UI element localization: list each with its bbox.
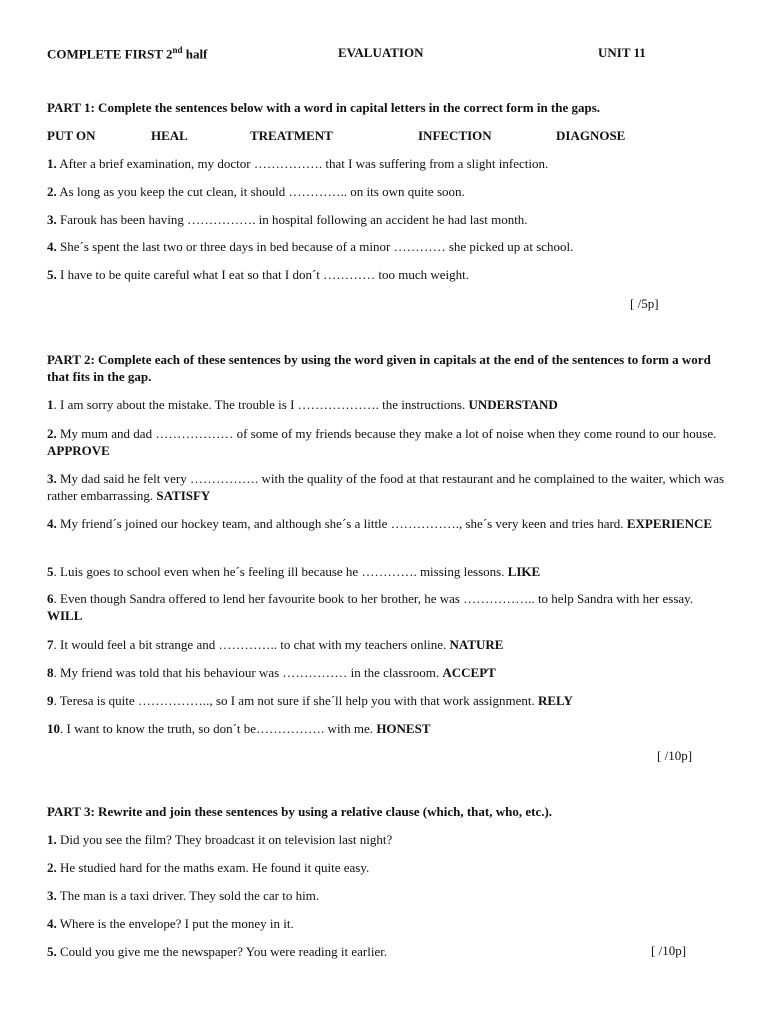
part2-heading: PART 2: Complete each of these sentences by using the word given in capitals at the end of the sentences to form a word that fits in the gap. — [47, 352, 711, 384]
part1-item-1: 1. After a brief examination, my doctor ……………. that I was suffering from a slight infection. — [47, 156, 549, 171]
word-diagnose: DIAGNOSE — [556, 128, 626, 143]
part3-item-3: 3. The man is a taxi driver. They sold the car to him. — [47, 888, 320, 903]
part2-score: [ /10p] — [657, 748, 693, 763]
part1-item-3: 3. Farouk has been having ……………. in hospital following an accident he had last month. — [47, 212, 528, 227]
part1-score: [ /5p] — [630, 296, 659, 311]
header-left: COMPLETE FIRST 2nd half — [47, 45, 208, 62]
part3-score: [ /10p] — [651, 943, 687, 958]
part2-item-2: 2. My mum and dad ……………… of some of my friends because they make a lot of noise when they come round to our house. APPROVE — [47, 426, 717, 458]
part2-item-3: 3. My dad said he felt very ……………. with the quality of the food at that restaurant and he complained to the waiter, which was rather embarrassing. SATISFY — [47, 471, 725, 503]
part1-item-5: 5. I have to be quite careful what I eat so that I don´t ………… too much weight. — [47, 267, 470, 282]
word-put-on: PUT ON — [47, 128, 96, 143]
part2-item-6: 6. Even though Sandra offered to lend her favourite book to her brother, he was …………….. to help Sandra with her essay. WILL — [47, 591, 694, 623]
part3-item-4: 4. Where is the envelope? I put the money in it. — [47, 916, 294, 931]
part1-item-4: 4. She´s spent the last two or three days in bed because of a minor ………… she picked up at school. — [47, 239, 574, 254]
part3-item-1: 1. Did you see the film? They broadcast it on television last night? — [47, 832, 393, 847]
word-infection: INFECTION — [418, 128, 492, 143]
header-right: UNIT 11 — [598, 45, 646, 60]
part2-item-10: 10. I want to know the truth, so don´t be……………. with me. HONEST — [47, 721, 431, 736]
part1-item-2: 2. As long as you keep the cut clean, it should ………….. on its own quite soon. — [47, 184, 465, 199]
header-center: EVALUATION — [338, 45, 424, 60]
part2-item-5: 5. Luis goes to school even when he´s feeling ill because he …………. missing lessons. LIKE — [47, 564, 541, 579]
part1-heading: PART 1: Complete the sentences below with a word in capital letters in the correct form in the gaps. — [47, 100, 601, 115]
part3-heading: PART 3: Rewrite and join these sentences by using a relative clause (which, that, who, etc.). — [47, 804, 553, 819]
part2-item-9: 9. Teresa is quite …………….., so I am not sure if she´ll help you with that work assignment. RELY — [47, 693, 573, 708]
word-heal: HEAL — [151, 128, 188, 143]
word-treatment: TREATMENT — [250, 128, 333, 143]
part3-item-2: 2. He studied hard for the maths exam. He found it quite easy. — [47, 860, 370, 875]
part3-item-5: 5. Could you give me the newspaper? You were reading it earlier. — [47, 944, 388, 959]
part2-item-4: 4. My friend´s joined our hockey team, and although she´s a little ……………., she´s very keen and tries hard. EXPERIENCE — [47, 516, 713, 531]
part2-item-8: 8. My friend was told that his behaviour was …………… in the classroom. ACCEPT — [47, 665, 496, 680]
part2-item-1: 1. I am sorry about the mistake. The trouble is I ………………. the instructions. UNDERSTAND — [47, 397, 558, 412]
part2-item-7: 7. It would feel a bit strange and ………….. to chat with my teachers online. NATURE — [47, 637, 504, 652]
